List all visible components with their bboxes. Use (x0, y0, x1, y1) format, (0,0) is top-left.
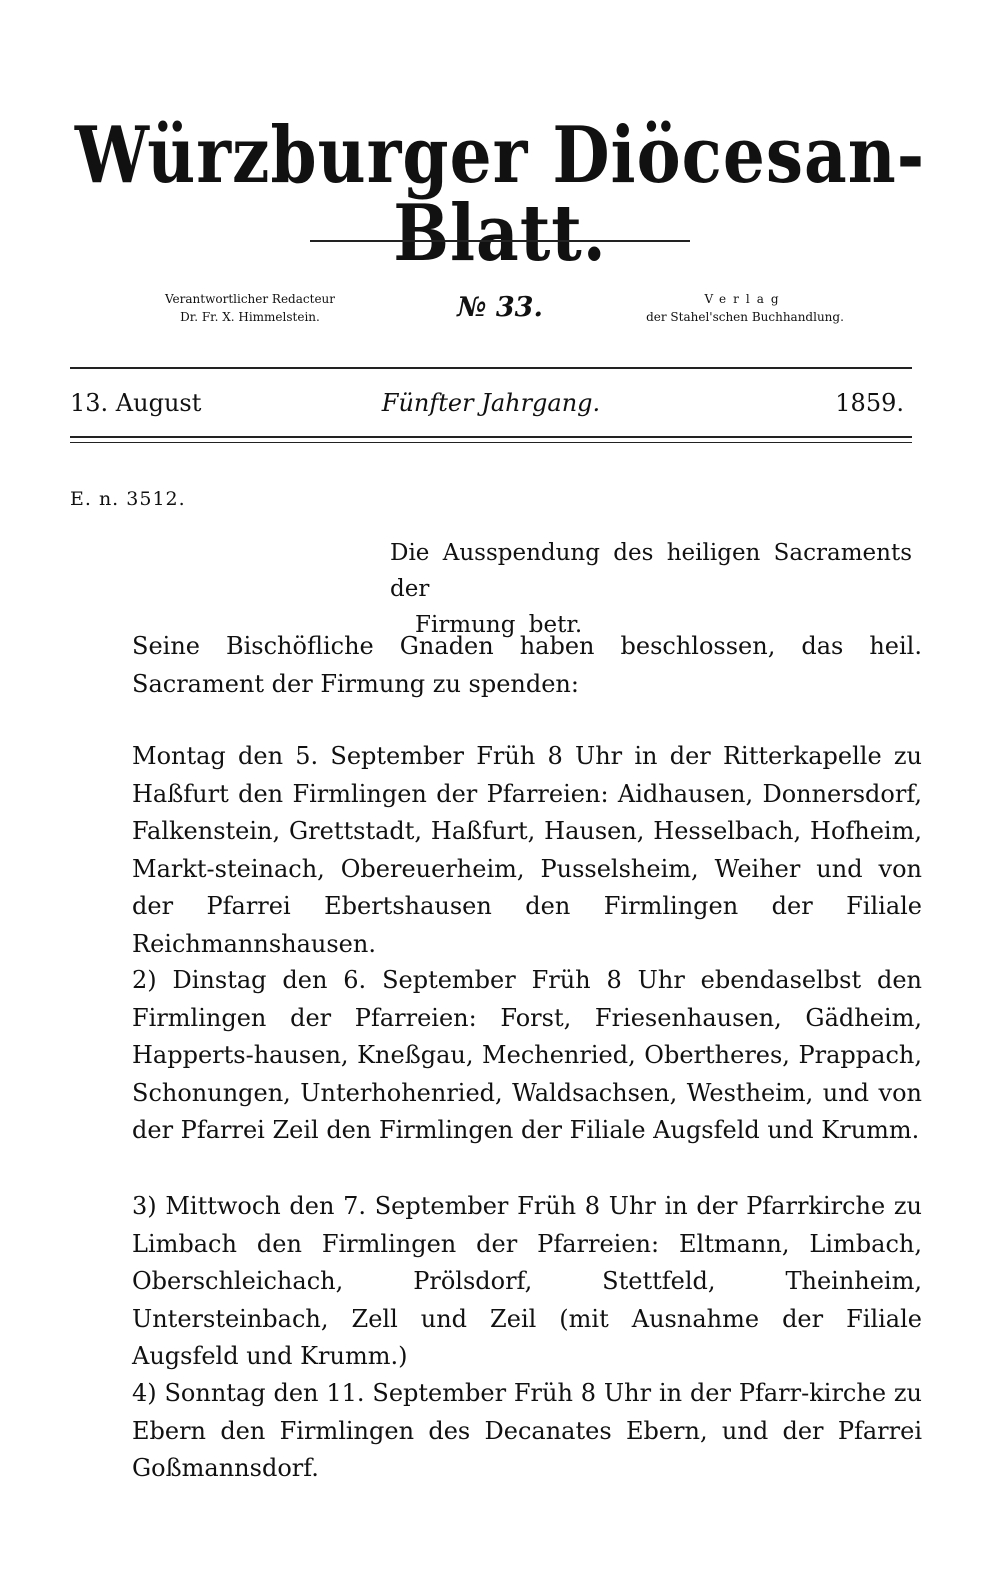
publisher-name: der Stahel'schen Buchhandlung. (646, 310, 844, 324)
issue-number: № 33. (457, 292, 543, 323)
paragraph-3-text: 3) Mittwoch den 7. September Früh 8 Uhr in der Pfarrkirche zu Limbach den Firmlingen der Pfarreien: Eltmann, Limbach, Oberschleichach, Prölsdorf, Stettfeld, Theinheim, Untersteinbach, Zell und Zeil (mit Ausnahme der Filiale Augsfeld und Krumm.) (132, 1192, 922, 1370)
dateline-divider-thin (70, 442, 912, 443)
paragraph-1 (70, 738, 922, 963)
publisher-label: Verlag (704, 292, 786, 306)
subject-line-2: Firmung betr. (415, 612, 583, 638)
issue-date: 13. August (70, 389, 202, 417)
issue-year: 1859. (835, 389, 904, 417)
title-divider (310, 240, 690, 242)
volume-label: Fünfter Jahrgang. (381, 389, 601, 417)
paragraph-intro-text: Seine Bischöfliche Gnaden haben beschlossen, das heil. Sacrament der Firmung zu spenden: (132, 632, 922, 698)
editor-name: Dr. Fr. X. Himmelstein. (180, 310, 320, 324)
publisher-block (620, 290, 870, 326)
dateline (70, 385, 912, 421)
paragraph-2 (70, 962, 922, 1150)
paragraph-4 (70, 1375, 922, 1488)
dateline-divider-thick (70, 436, 912, 438)
header-divider (70, 367, 912, 369)
masthead-title: Würzburger Diöcesan-Blatt. (74, 109, 926, 279)
reference-number: E. n. 3512. (70, 488, 186, 510)
subject-heading (390, 535, 935, 643)
paragraph-intro (70, 628, 922, 703)
paragraph-1-text: Montag den 5. September Früh 8 Uhr in der Ritterkapelle zu Haßfurt den Firmlingen der Pfarreien: Aidhausen, Donnersdorf, Falkenstein, Grettstadt, Haßfurt, Hausen, Hesselbach, Hofheim, Markt-steinach, Obereuerheim, Pusselsheim, Weiher und von der Pfarrei Ebertshausen den Firmlingen der Filiale Reichmannshausen. (132, 742, 922, 958)
paragraph-2-text: 2) Dinstag den 6. September Früh 8 Uhr ebendaselbst den Firmlingen der Pfarreien: Forst, Friesenhausen, Gädheim, Happerts-hausen, Kneßgau, Mechenried, Obertheres, Prappach, Schonungen, Unterhohenried, Waldsachsen, Westheim, und von der Pfarrei Zeil den Firmlingen der Filiale Augsfeld und Krumm. (132, 966, 922, 1144)
editor-block (130, 290, 370, 326)
editor-role: Verantwortlicher Redacteur (164, 292, 336, 306)
paragraph-4-text: 4) Sonntag den 11. September Früh 8 Uhr in der Pfarr-kirche zu Ebern den Firmlingen des Decanates Ebern, und der Pfarrei Goßmannsdorf. (132, 1379, 922, 1482)
subject-line-1: Die Ausspendung des heiligen Sacraments der (390, 540, 913, 602)
paragraph-3 (70, 1188, 922, 1376)
